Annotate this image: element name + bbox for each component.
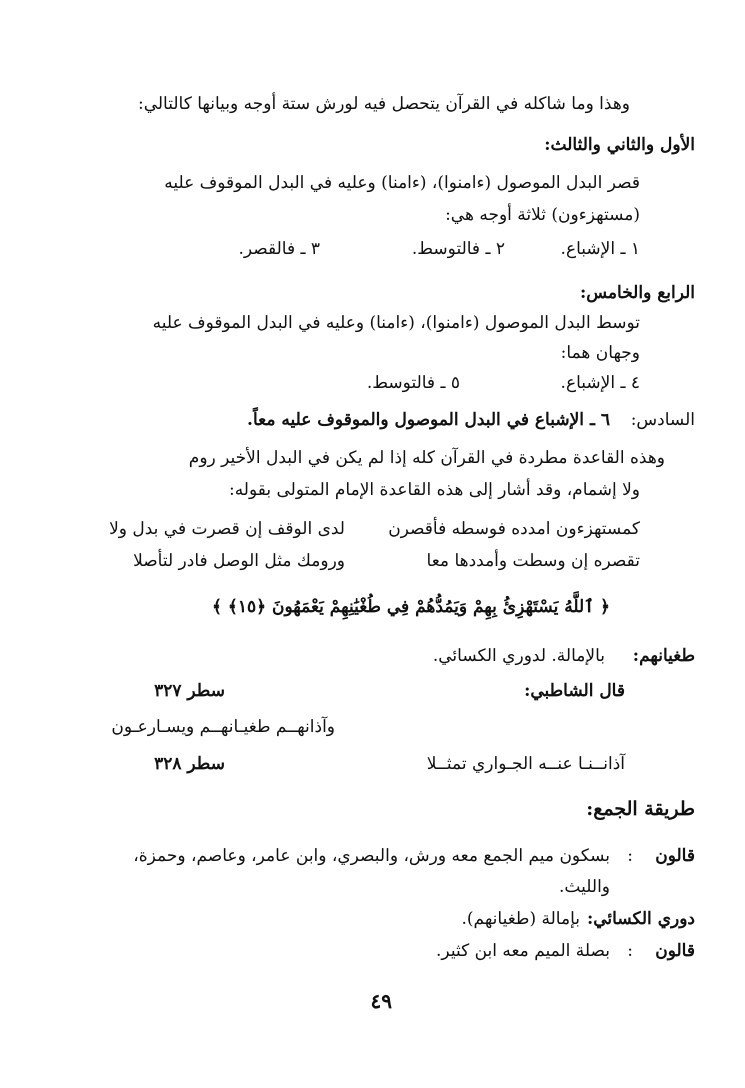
section2-option1: ٤ ـ الإشباع. xyxy=(560,373,640,393)
line-ref-328: سطر ٣٢٨ xyxy=(154,754,225,774)
method-heading: طريقة الجمع: xyxy=(586,798,695,820)
rule-line1: وهذه القاعدة مطردة في القرآن كله إذا لم يكن في البدل الأخير روم xyxy=(188,448,665,468)
quran-verse: ﴿ ٱللَّهُ يَسْتَهْزِئُ بِهِمْ وَيَمُدُّهُمْ فِي طُغْيَٰنِهِمْ يَعْمَهُونَ ﴿١٥﴾ ﴾ xyxy=(212,597,610,617)
separator-1: : xyxy=(627,846,633,866)
section2-line1: توسط البدل الموصول (ءامنوا)، (ءامنا) وعليه في البدل الموقوف عليه xyxy=(152,313,640,333)
line-ref-327: سطر ٣٢٧ xyxy=(154,681,225,701)
section1-line1: قصر البدل الموصول (ءامنوا)، (ءامنا) وعليه في البدل الموقوف عليه xyxy=(164,173,640,193)
reader-duri-kisai-text: بإمالة (طغيانهم). xyxy=(461,909,580,929)
poem-verse2-first-half: تقصره إن وسطت وأمددها معا xyxy=(426,551,640,571)
separator-2: : xyxy=(627,941,633,961)
section1-line2: (مستهزءون) ثلاثة أوجه هي: xyxy=(445,205,640,225)
reader-qalun-2: قالون xyxy=(655,941,695,961)
shatibi-verse-line1: وآذانهــم طغيـانهــم ويسـارعـون xyxy=(111,717,335,737)
section2-line2: وجهان هما: xyxy=(560,343,640,363)
poem-verse2-second-half: ورومك مثل الوصل فادر لتأصلا xyxy=(133,551,345,571)
poem-verse1-first-half: كمستهزءون امدده فوسطه فأقصرن xyxy=(388,519,640,539)
tughyan-text: بالإمالة. لدوري الكسائي. xyxy=(432,646,605,666)
intro-line: وهذا وما شاكله في القرآن يتحصل فيه لورش ستة أوجه وبيانها كالتالي: xyxy=(137,94,630,114)
reader-qalun-2-text: بصلة الميم معه ابن كثير. xyxy=(436,941,610,961)
section3-text: ٦ ـ الإشباع في البدل الموصول والموقوف عليه معاً. xyxy=(247,410,610,430)
tughyan-word: طغيانهم: xyxy=(632,646,695,666)
page-number: ٤٩ xyxy=(370,989,392,1013)
section2-heading: الرابع والخامس: xyxy=(579,283,695,303)
shatibi-verse-line2: آذانــنـا عنــه الجـواري تمثــلا xyxy=(426,754,625,774)
section1-option3: ٣ ـ فالقصر. xyxy=(238,239,320,259)
section1-heading: الأول والثاني والثالث: xyxy=(544,135,695,155)
rule-line2: ولا إشمام، وقد أشار إلى هذه القاعدة الإمام المتولى بقوله: xyxy=(228,480,640,500)
reader-duri-kisai: دوري الكسائي: xyxy=(586,909,695,929)
section3-label: السادس: xyxy=(630,410,695,430)
section1-option2: ٢ ـ فالتوسط. xyxy=(411,239,505,259)
section1-option1: ١ ـ الإشباع. xyxy=(560,239,640,259)
reader-qalun-1-continued: والليث. xyxy=(559,877,610,897)
poem-verse1-second-half: لدى الوقف إن قصرت في بدل ولا xyxy=(109,519,345,539)
shatibi-label: قال الشاطبي: xyxy=(524,681,625,701)
reader-qalun-1-text: بسكون ميم الجمع معه ورش، والبصري، وابن عامر، وعاصم، وحمزة، xyxy=(133,846,610,866)
reader-qalun-1: قالون xyxy=(655,846,695,866)
section2-option2: ٥ ـ فالتوسط. xyxy=(366,373,460,393)
